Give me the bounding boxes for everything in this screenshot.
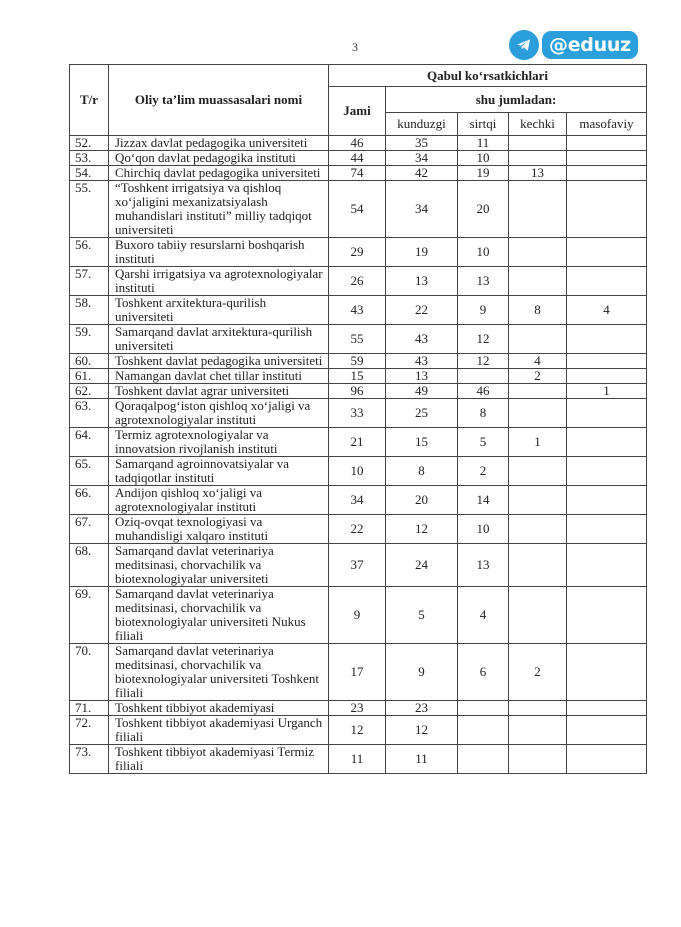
cell-kunduzgi: 9 bbox=[386, 644, 458, 701]
cell-jami: 74 bbox=[329, 166, 386, 181]
table-row bbox=[70, 428, 647, 457]
cell-sirtqi: 12 bbox=[458, 354, 509, 369]
cell-tr: 65. bbox=[70, 457, 109, 486]
cell-tr: 66. bbox=[70, 486, 109, 515]
table-row bbox=[70, 515, 647, 544]
cell-sirtqi: 13 bbox=[458, 267, 509, 296]
cell-kechki bbox=[509, 238, 567, 267]
cell-kechki bbox=[509, 745, 567, 774]
cell-sirtqi: 10 bbox=[458, 238, 509, 267]
table-row bbox=[70, 399, 647, 428]
cell-masofaviy bbox=[567, 325, 647, 354]
cell-kunduzgi: 11 bbox=[386, 745, 458, 774]
cell-tr: 69. bbox=[70, 587, 109, 644]
cell-kunduzgi: 49 bbox=[386, 384, 458, 399]
cell-masofaviy bbox=[567, 701, 647, 716]
cell-sirtqi: 10 bbox=[458, 151, 509, 166]
cell-tr: 52. bbox=[70, 136, 109, 151]
cell-kunduzgi: 5 bbox=[386, 587, 458, 644]
table-row bbox=[70, 354, 647, 369]
cell-jami: 23 bbox=[329, 701, 386, 716]
cell-kunduzgi: 13 bbox=[386, 267, 458, 296]
cell-tr: 60. bbox=[70, 354, 109, 369]
table-row bbox=[70, 457, 647, 486]
cell-masofaviy bbox=[567, 457, 647, 486]
header-masofaviy: masofaviy bbox=[567, 113, 647, 136]
cell-jami: 10 bbox=[329, 457, 386, 486]
table-row bbox=[70, 544, 647, 587]
cell-sirtqi: 20 bbox=[458, 181, 509, 238]
cell-name: Samarqand agroinnovatsiyalar va tadqiqotlar instituti bbox=[109, 457, 329, 486]
cell-kechki bbox=[509, 716, 567, 745]
header-kechki: kechki bbox=[509, 113, 567, 136]
eduuz-handle: @eduuz bbox=[542, 31, 638, 59]
cell-name: Qarshi irrigatsiya va agrotexnologiyalar instituti bbox=[109, 267, 329, 296]
cell-masofaviy bbox=[567, 745, 647, 774]
cell-tr: 72. bbox=[70, 716, 109, 745]
cell-jami: 46 bbox=[329, 136, 386, 151]
cell-sirtqi: 4 bbox=[458, 587, 509, 644]
cell-masofaviy: 1 bbox=[567, 384, 647, 399]
cell-masofaviy bbox=[567, 716, 647, 745]
cell-name: Qo‘qon davlat pedagogika instituti bbox=[109, 151, 329, 166]
cell-kunduzgi: 20 bbox=[386, 486, 458, 515]
cell-name: Andijon qishloq xo‘jaligi va agrotexnologiyalar instituti bbox=[109, 486, 329, 515]
eduuz-watermark bbox=[509, 30, 638, 60]
cell-kechki bbox=[509, 267, 567, 296]
cell-kechki bbox=[509, 325, 567, 354]
cell-masofaviy bbox=[567, 515, 647, 544]
cell-jami: 26 bbox=[329, 267, 386, 296]
cell-kunduzgi: 23 bbox=[386, 701, 458, 716]
cell-tr: 54. bbox=[70, 166, 109, 181]
cell-tr: 70. bbox=[70, 644, 109, 701]
cell-masofaviy bbox=[567, 151, 647, 166]
cell-kunduzgi: 34 bbox=[386, 151, 458, 166]
cell-name: Termiz agrotexnologiyalar va innovatsion rivojlanish instituti bbox=[109, 428, 329, 457]
cell-masofaviy bbox=[567, 136, 647, 151]
header-jami: Jami bbox=[329, 87, 386, 136]
cell-kechki: 13 bbox=[509, 166, 567, 181]
cell-kechki bbox=[509, 151, 567, 166]
table-row bbox=[70, 296, 647, 325]
cell-jami: 59 bbox=[329, 354, 386, 369]
cell-kunduzgi: 25 bbox=[386, 399, 458, 428]
cell-jami: 9 bbox=[329, 587, 386, 644]
cell-masofaviy: 4 bbox=[567, 296, 647, 325]
header-name: Oliy ta’lim muassasalari nomi bbox=[109, 65, 329, 136]
cell-kunduzgi: 13 bbox=[386, 369, 458, 384]
cell-sirtqi: 19 bbox=[458, 166, 509, 181]
cell-name: “Toshkent irrigatsiya va qishloq xo‘jaligini mexanizatsiyalash muhandislari instituti” milliy tadqiqot universiteti bbox=[109, 181, 329, 238]
table-row bbox=[70, 486, 647, 515]
cell-sirtqi: 5 bbox=[458, 428, 509, 457]
cell-tr: 73. bbox=[70, 745, 109, 774]
table-row bbox=[70, 181, 647, 238]
cell-name: Toshkent tibbiyot akademiyasi Urganch filiali bbox=[109, 716, 329, 745]
cell-name: Qoraqalpog‘iston qishloq xo‘jaligi va agrotexnologiyalar instituti bbox=[109, 399, 329, 428]
cell-sirtqi: 12 bbox=[458, 325, 509, 354]
cell-sirtqi: 46 bbox=[458, 384, 509, 399]
cell-name: Toshkent davlat pedagogika universiteti bbox=[109, 354, 329, 369]
cell-jami: 34 bbox=[329, 486, 386, 515]
cell-kunduzgi: 34 bbox=[386, 181, 458, 238]
cell-kechki bbox=[509, 587, 567, 644]
table-row bbox=[70, 369, 647, 384]
cell-kunduzgi: 42 bbox=[386, 166, 458, 181]
cell-jami: 21 bbox=[329, 428, 386, 457]
cell-name: Samarqand davlat veterinariya meditsinasi, chorvachilik va biotexnologiyalar universiteti bbox=[109, 544, 329, 587]
cell-tr: 67. bbox=[70, 515, 109, 544]
cell-kechki bbox=[509, 544, 567, 587]
admission-table bbox=[69, 64, 647, 774]
cell-name: Toshkent tibbiyot akademiyasi Termiz filiali bbox=[109, 745, 329, 774]
cell-kechki bbox=[509, 457, 567, 486]
header-group: Qabul ko‘rsatkichlari bbox=[329, 65, 647, 87]
table-row bbox=[70, 136, 647, 151]
cell-sirtqi: 2 bbox=[458, 457, 509, 486]
cell-jami: 12 bbox=[329, 716, 386, 745]
cell-kechki bbox=[509, 384, 567, 399]
table-row bbox=[70, 745, 647, 774]
cell-tr: 58. bbox=[70, 296, 109, 325]
telegram-icon bbox=[509, 30, 539, 60]
table-row bbox=[70, 384, 647, 399]
cell-tr: 59. bbox=[70, 325, 109, 354]
header-subgroup: shu jumladan: bbox=[386, 87, 647, 113]
cell-kechki: 2 bbox=[509, 644, 567, 701]
cell-kechki bbox=[509, 515, 567, 544]
cell-kechki: 4 bbox=[509, 354, 567, 369]
cell-tr: 64. bbox=[70, 428, 109, 457]
table-row bbox=[70, 325, 647, 354]
header-tr: T/r bbox=[70, 65, 109, 136]
cell-kechki bbox=[509, 181, 567, 238]
cell-tr: 63. bbox=[70, 399, 109, 428]
cell-jami: 15 bbox=[329, 369, 386, 384]
cell-masofaviy bbox=[567, 181, 647, 238]
cell-kechki bbox=[509, 399, 567, 428]
cell-masofaviy bbox=[567, 428, 647, 457]
cell-name: Chirchiq davlat pedagogika universiteti bbox=[109, 166, 329, 181]
cell-name: Samarqand davlat veterinariya meditsinasi, chorvachilik va biotexnologiyalar universiteti Nukus filiali bbox=[109, 587, 329, 644]
cell-jami: 43 bbox=[329, 296, 386, 325]
cell-masofaviy bbox=[567, 399, 647, 428]
cell-jami: 17 bbox=[329, 644, 386, 701]
cell-kunduzgi: 12 bbox=[386, 515, 458, 544]
cell-sirtqi bbox=[458, 369, 509, 384]
cell-kunduzgi: 12 bbox=[386, 716, 458, 745]
cell-masofaviy bbox=[567, 587, 647, 644]
cell-kechki bbox=[509, 701, 567, 716]
cell-masofaviy bbox=[567, 544, 647, 587]
table-row bbox=[70, 587, 647, 644]
header-sirtqi: sirtqi bbox=[458, 113, 509, 136]
table-row bbox=[70, 644, 647, 701]
cell-jami: 11 bbox=[329, 745, 386, 774]
cell-kunduzgi: 8 bbox=[386, 457, 458, 486]
table-row bbox=[70, 238, 647, 267]
cell-kechki bbox=[509, 486, 567, 515]
cell-tr: 68. bbox=[70, 544, 109, 587]
cell-masofaviy bbox=[567, 644, 647, 701]
cell-kunduzgi: 22 bbox=[386, 296, 458, 325]
cell-jami: 29 bbox=[329, 238, 386, 267]
cell-kechki bbox=[509, 136, 567, 151]
cell-sirtqi: 10 bbox=[458, 515, 509, 544]
cell-masofaviy bbox=[567, 486, 647, 515]
cell-sirtqi bbox=[458, 701, 509, 716]
cell-masofaviy bbox=[567, 238, 647, 267]
cell-jami: 33 bbox=[329, 399, 386, 428]
cell-jami: 37 bbox=[329, 544, 386, 587]
cell-jami: 44 bbox=[329, 151, 386, 166]
cell-tr: 53. bbox=[70, 151, 109, 166]
cell-jami: 22 bbox=[329, 515, 386, 544]
cell-jami: 96 bbox=[329, 384, 386, 399]
cell-tr: 71. bbox=[70, 701, 109, 716]
cell-jami: 54 bbox=[329, 181, 386, 238]
cell-name: Toshkent arxitektura-qurilish universiteti bbox=[109, 296, 329, 325]
cell-name: Toshkent tibbiyot akademiyasi bbox=[109, 701, 329, 716]
cell-tr: 55. bbox=[70, 181, 109, 238]
cell-kunduzgi: 24 bbox=[386, 544, 458, 587]
cell-sirtqi bbox=[458, 716, 509, 745]
cell-sirtqi: 9 bbox=[458, 296, 509, 325]
cell-name: Jizzax davlat pedagogika universiteti bbox=[109, 136, 329, 151]
table-row bbox=[70, 267, 647, 296]
cell-masofaviy bbox=[567, 166, 647, 181]
cell-name: Buxoro tabiiy resurslarni boshqarish instituti bbox=[109, 238, 329, 267]
cell-sirtqi: 8 bbox=[458, 399, 509, 428]
table-row bbox=[70, 151, 647, 166]
table-row bbox=[70, 716, 647, 745]
table-row bbox=[70, 166, 647, 181]
cell-kechki: 8 bbox=[509, 296, 567, 325]
cell-kechki: 2 bbox=[509, 369, 567, 384]
page-number: 3 bbox=[352, 40, 358, 54]
cell-tr: 61. bbox=[70, 369, 109, 384]
table-row bbox=[70, 701, 647, 716]
cell-kunduzgi: 43 bbox=[386, 354, 458, 369]
cell-tr: 57. bbox=[70, 267, 109, 296]
cell-masofaviy bbox=[567, 267, 647, 296]
cell-kechki: 1 bbox=[509, 428, 567, 457]
cell-kunduzgi: 43 bbox=[386, 325, 458, 354]
cell-kunduzgi: 15 bbox=[386, 428, 458, 457]
cell-sirtqi: 6 bbox=[458, 644, 509, 701]
cell-tr: 62. bbox=[70, 384, 109, 399]
cell-sirtqi: 13 bbox=[458, 544, 509, 587]
cell-tr: 56. bbox=[70, 238, 109, 267]
cell-masofaviy bbox=[567, 354, 647, 369]
cell-name: Samarqand davlat veterinariya meditsinasi, chorvachilik va biotexnologiyalar universiteti Toshkent filiali bbox=[109, 644, 329, 701]
cell-jami: 55 bbox=[329, 325, 386, 354]
cell-kunduzgi: 19 bbox=[386, 238, 458, 267]
cell-name: Toshkent davlat agrar universiteti bbox=[109, 384, 329, 399]
cell-masofaviy bbox=[567, 369, 647, 384]
cell-sirtqi: 11 bbox=[458, 136, 509, 151]
cell-name: Oziq-ovqat texnologiyasi va muhandisligi xalqaro instituti bbox=[109, 515, 329, 544]
cell-name: Namangan davlat chet tillar instituti bbox=[109, 369, 329, 384]
cell-name: Samarqand davlat arxitektura-qurilish universiteti bbox=[109, 325, 329, 354]
header-kunduzgi: kunduzgi bbox=[386, 113, 458, 136]
cell-sirtqi: 14 bbox=[458, 486, 509, 515]
cell-kunduzgi: 35 bbox=[386, 136, 458, 151]
cell-sirtqi bbox=[458, 745, 509, 774]
